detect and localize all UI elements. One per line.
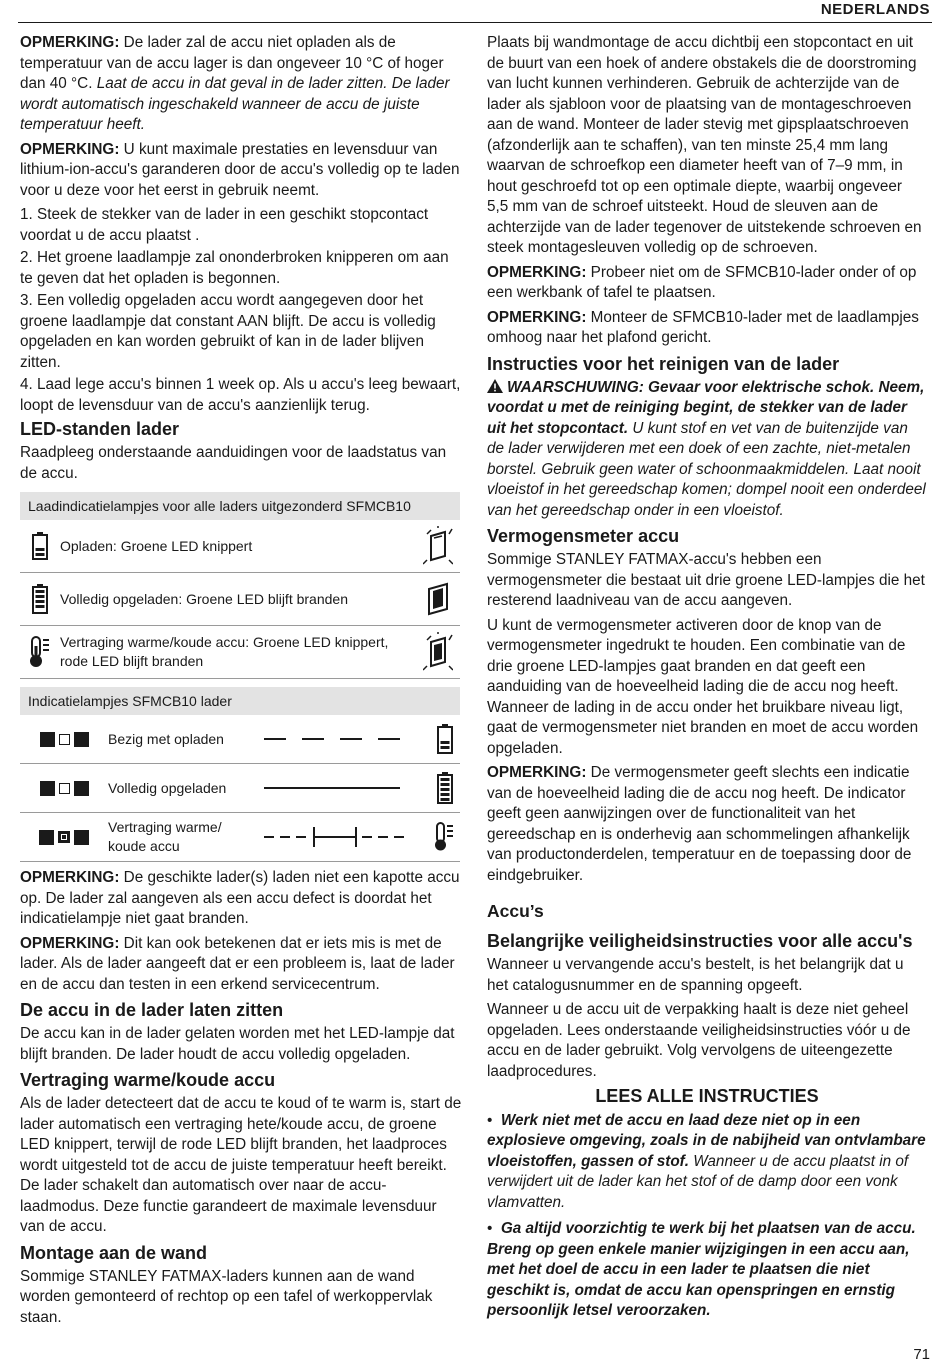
safety-bullet-2: • Ga altijd voorzichtig te werk bij het plaatsen van de accu. Breng op geen enkele manier wijzigingen in een accu aan, met het doel de accu in een lader te plaatsen die niet geschikt is, omdat de accu kan openspringen en ernstig persoonlijk letsel veroorzaken. (487, 1220, 916, 1319)
note-charger-problem: OPMERKING: Dit kan ook betekenen dat er iets mis is met de lader. Als de lader aangeeft dat er een probleem is, laat de lader en de accu dan testen in een erkend servicecentrum. (20, 934, 455, 993)
row-label: Opladen: Groene LED knippert (60, 537, 253, 554)
table-header: Laadindicatielampjes voor alle laders uitgezonderd SFMCB10 (20, 492, 460, 520)
lamp-on-icon (40, 781, 55, 796)
battery-full-icon (437, 772, 453, 804)
lamp-group (20, 781, 108, 796)
safety-heading: Belangrijke veiligheidsinstructies voor alle accu's (487, 931, 913, 951)
table-row (20, 573, 460, 626)
lamp-on-icon (74, 830, 89, 845)
row-label: Volledig opgeladen: Groene LED blijft branden (60, 590, 348, 607)
right-column (487, 33, 927, 1328)
table-row (20, 520, 460, 573)
lamp-on-icon (74, 781, 89, 796)
led-intro: Raadpleeg onderstaande aanduidingen voor de laadstatus van de accu. (20, 444, 447, 482)
step-3: 3. Een volledig opgeladen accu wordt aangegeven door het groene laadlampje dat constant AAN blijft. De accu is volledig opgeladen en kan worden gebruikt of kan in de lader blijven zitten. (20, 292, 436, 371)
battery-charging-icon (437, 724, 453, 754)
lamp-group (20, 732, 108, 747)
solid-pattern-icon (264, 783, 404, 793)
row-label: Vertraging warme/koude accu: Groene LED knippert, rode LED blijft branden (60, 634, 389, 669)
hot-cold-delay-heading: Vertraging warme/koude accu (20, 1070, 276, 1090)
safety-p1: Wanneer u vervangende accu's bestelt, is het belangrijk dat u het catalogusnummer en de spanning opgeeft. (487, 956, 904, 994)
battery-full-icon (32, 584, 48, 614)
fuel-gauge-p1: Sommige STANLEY FATMAX-accu's hebben een vermogensmeter die bestaat uit drie groene LED-lampjes die het resterend laadniveau van de accu aangeven. (487, 551, 925, 609)
cleaning-warning: WAARSCHUWING: Gevaar voor elektrische schok. Neem, voordat u met de reiniging begint, de stekker van de lader uit het stopcontact. U kunt stof en vet van de buitenzijde van de lader verwijderen met een doek of een zachte, niet-metalen borstel. Gebruik geen water of schoonmaakmiddelen. Laat nooit vloeistof in het gereedschap komen; dompel nooit een onderdeel van het gereedschap onder in een vloeistof. (487, 378, 926, 519)
mixed-pattern-icon (264, 825, 404, 849)
table-header: Indicatielampjes SFMCB10 lader (20, 687, 460, 715)
safety-p2: Wanneer u de accu uit de verpakking haalt is deze niet geheel opgeladen. Lees onderstaande veiligheidsinstructies vóór u de accu en de lader gebruikt. Volg vervolgens de uiteengezette laadprocedures. (487, 1001, 911, 1080)
note-temperature: OPMERKING: De lader zal de accu niet opladen als de temperatuur van de accu lager is dan ongeveer 10 °C of hoger dan 40 °C. Laat de accu in dat geval in de lader zitten. De lader wordt automatisch ingeschakeld wanneer de accu de juiste temperatuur heeft. (20, 34, 450, 133)
step-4: 4. Laad lege accu's binnen 1 week op. Als u accu's leeg bewaart, loopt de levensduur van de accu's aanzienlijk terug. (20, 376, 461, 414)
battery-charging-icon (32, 532, 48, 560)
leave-in-charger-text: De accu kan in de lader gelaten worden met het LED-lampje dat blijft branden. De lader houdt de accu volledig opgeladen. (20, 1025, 455, 1063)
page-header (18, 0, 932, 23)
led-blinking-red-icon (423, 632, 453, 672)
dashed-pattern-icon (264, 734, 404, 744)
thermometer-icon (29, 636, 51, 668)
leave-in-charger-heading: De accu in de lader laten zitten (20, 1000, 284, 1020)
safety-bullet-1: • Werk niet met de accu en laad deze niet op in een explosieve omgeving, zoals in de nabijheid van ontvlambare vloeistoffen, gassen of stof. Wanneer u de accu plaatst in of verwijdert uit de lader kan het stof of de damp door een vonk vlamvatten. (487, 1111, 926, 1211)
table-row (20, 715, 460, 764)
wall-mount-text: Sommige STANLEY FATMAX-laders kunnen aan de wand worden gemonteerd of rechtop op een tafel of werkoppervlak staan. (20, 1267, 433, 1326)
table-row (20, 626, 460, 679)
step-2: 2. Het groene laadlampje zal ononderbroken knipperen om aan te geven dat het opladen is begonnen. (20, 249, 449, 287)
warning-triangle-icon (487, 379, 503, 393)
row-label: Volledig opgeladen (108, 779, 227, 796)
lamp-off-icon (59, 734, 70, 745)
table-row (20, 813, 460, 862)
fuel-gauge-p2: U kunt de vermogensmeter activeren door de knop van de vermogensmeter ingedrukt te houden. Een combinatie van de drie groene LED-lampjes gaat branden en dat geeft een aanduiding van de hoeveelheid lading die de accu nog heeft. Wanneer de lading in de accu onder het bruikbare niveau ligt, gaat de vermogensmeter niet branden en moet de accu worden opgeladen. (487, 616, 919, 757)
note-mount-orientation: OPMERKING: Monteer de SFMCB10-lader met de laadlampjes omhoog naar het plafond gericht. (487, 308, 919, 346)
step-1: 1. Steek de stekker van de lader in een geschikt stopcontact voordat u de accu plaatst . (20, 206, 429, 244)
sfmcb10-indicator-table (20, 687, 460, 862)
note-fuel-gauge: OPMERKING: De vermogensmeter geeft slechts een indicatie van de hoeveelheid lading die de accu nog heeft. De indicator geeft geen aanwijzingen over de functionaliteit van het gereedschap en is onderhevig aan schommelingen afhankelijk van productonderdelen, temperatuur en de toepassing door de eindgebruiker. (487, 764, 912, 884)
note-bench-placement: OPMERKING: Probeer niet om de SFMCB10-lader onder of op een werkbank of tafel te plaatsen. (487, 263, 917, 301)
fuel-gauge-heading: Vermogensmeter accu (487, 526, 680, 546)
left-column (20, 33, 462, 1332)
led-heading: LED-standen lader (20, 419, 180, 439)
lamp-on-icon (40, 732, 55, 747)
row-label: Vertraging warme/ koude accu (108, 819, 222, 854)
row-label: Bezig met opladen (108, 730, 224, 747)
lamp-off-icon (59, 783, 70, 794)
lamp-on-icon (39, 830, 54, 845)
led-solid-icon (423, 579, 453, 619)
note-first-charge: OPMERKING: U kunt maximale prestaties en levensduur van lithium-ion-accu's garanderen door de accu's volledig op te laden voor u deze voor het eerst in gebruik neemt. (20, 140, 460, 199)
page-number: 71 (913, 1346, 930, 1363)
thermometer-icon (435, 822, 455, 852)
lamp-red-icon (58, 831, 70, 843)
table-row (20, 764, 460, 813)
note-defective-battery: OPMERKING: De geschikte lader(s) laden niet een kapotte accu op. De lader zal aangeven als een accu defect is doordat het indicatielampje niet gaat branden. (20, 869, 460, 927)
language-label: NEDERLANDS (820, 1, 930, 18)
led-blinking-icon (423, 526, 453, 566)
cleaning-heading: Instructies voor het reinigen van de lader (487, 353, 840, 374)
read-all-instructions: LEES ALLE INSTRUCTIES (595, 1086, 819, 1106)
wall-mount-continued: Plaats bij wandmontage de accu dichtbij een stopcontact en uit de buurt van een hoek of andere obstakels die de doorstroming van lucht kunnen verhinderen. Gebruik de achterzijde van de lader als sjabloon voor de plaatsing van de montageschroeven aan de wand. Monteer de lader stevig met gipsplaatschroeven (afzonderlijk aan te schaffen), van ten minste 25,4 mm lang waarvan de schroefkop een diameter heeft van of 7–9 mm, in hout geschroefd tot op een optimale diepte, waarbij ongeveer 5,5 mm van de schroef uitsteekt. Houd de sleuven aan de achterzijde van de lader tegenover de uitstekende schroeven en steek montagesleuven volledig op de schroeven. (487, 34, 922, 256)
lamp-on-icon (74, 732, 89, 747)
wall-mount-heading: Montage aan de wand (20, 1242, 208, 1263)
charge-indicator-table (20, 492, 460, 679)
hot-cold-delay-text: Als de lader detecteert dat de accu te koud of te warm is, start de lader automatisch een vertraging hete/koude accu, de groene LED knippert, terwijl de rode LED blijft branden, het laadproces wordt uitgesteld tot de accu de juiste temperatuur heeft bereikt. De lader schakelt dan automatisch over naar de accu-laadmodus. Deze functie garandeert de maximale levensduur van de accu. (20, 1095, 462, 1235)
lamp-group (20, 830, 108, 845)
batteries-heading: Accu’s (487, 901, 544, 921)
